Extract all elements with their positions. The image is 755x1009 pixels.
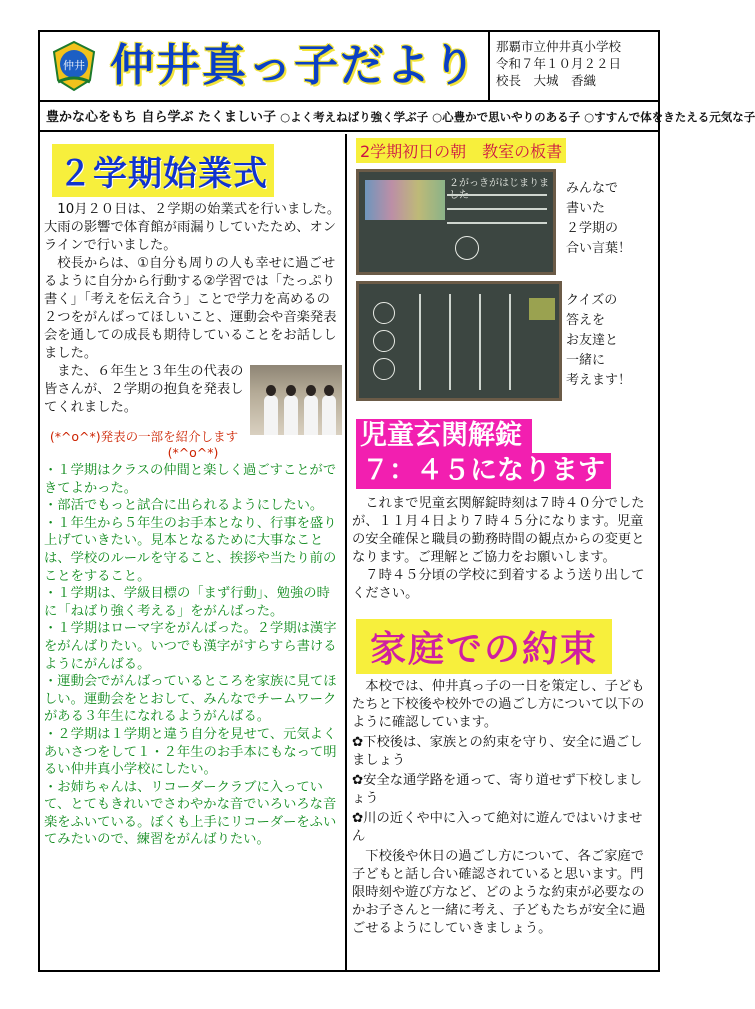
issue-date: 令和７年１０月２２日 xyxy=(496,56,622,71)
list-item: ・１学期は、学級目標の「まず行動」、勉強の時に「ねばり強く考える」をがんばった。 xyxy=(44,586,330,619)
column-divider xyxy=(345,134,347,970)
list-item: ・１学期はローマ字をがんばった。２学期は漢字をがんばりたい。いつでも漢字がすらすら書けるようにがんばる。 xyxy=(44,621,337,672)
family-rules-heading: 家庭での約束 xyxy=(356,619,612,674)
school-motto xyxy=(40,102,755,132)
opening-ceremony-heading: ２学期始業式 xyxy=(52,144,274,197)
family-intro: 本校では、仲井真っ子の一日を策定し、子どもたちと下校後や校外での過ごし方について以下のように確認しています。 xyxy=(352,679,645,730)
list-item: ・部活でもっと試合に出られるようにしたい。 xyxy=(44,498,324,514)
board1-caption-line: 書いた xyxy=(566,201,606,216)
school-emblem-logo xyxy=(50,40,98,92)
school-name: 那覇市立仲井真小学校 xyxy=(496,39,622,54)
entrance-paragraph-1: これまで児童玄関解錠時刻は７時４０分でしたが、１１月４日より７時４５分になります。児童の安全確保と職員の勤務時間の観点からの変更となります。ご理解とご協力をお願いします。 xyxy=(352,496,645,565)
representatives-block xyxy=(44,363,342,417)
rule-item: ✿安全な通学路を通って、寄り道せず下校しましょう xyxy=(352,773,643,806)
principal-name: 校長 大城 香織 xyxy=(496,73,597,88)
motto-goals: ○よく考えねばり強く学ぶ子 ○心豊かで思いやりのある子 ○すすんで体をきたえる元気な子 xyxy=(280,110,755,124)
board2-caption-line: 答えを xyxy=(566,313,606,328)
board2-caption xyxy=(566,291,631,391)
board1-caption-line: 合い言葉！ xyxy=(566,241,632,256)
list-item: ・１年生から５年生のお手本となり、行事を盛り上げていきたい。見本となるために大事なことは、学校のルールを守ること、挨拶や当たり前のことをすること。 xyxy=(44,515,337,584)
newsletter-title: 仲井真っ子だより xyxy=(110,38,510,94)
entrance-paragraph-2: ７時４５分頃の学校に到着するよう送り出してください。 xyxy=(352,568,645,601)
list-item: ・２学期は１学期と違う自分を見せて、元気よくあいさつをして１・２年生のお手本にもなって明るい仲井真小学校にしたい。 xyxy=(44,726,337,778)
blackboard-heading: 2学期初日の朝 教室の板書 xyxy=(356,138,566,163)
logo-text: 仲井 xyxy=(63,59,85,72)
ceremony-paragraph-1: 10月２０日は、２学期の始業式を行いました。大雨の影響で体育館が雨漏りしていたため、オンラインで行いました。 xyxy=(44,202,341,253)
header xyxy=(40,32,658,102)
board1-caption-line: ２学期の xyxy=(566,221,619,236)
motto-main: 豊かな心をもち 自ら学ぶ たくましい子 xyxy=(46,110,277,125)
student-comments-list xyxy=(44,462,342,849)
entrance-heading-line-1: 児童玄関解錠 xyxy=(356,419,532,453)
blackboard-row-2 xyxy=(352,283,654,401)
board2-caption-line: クイズの xyxy=(566,293,618,308)
blackboard-row-1 xyxy=(352,169,654,273)
header-divider xyxy=(488,32,490,100)
list-item: ・お姉ちゃんは、リコーダークラブに入っていて、とてもきれいでさわやかな音でいろいろな音楽をふいている。ぼくも上手にリコーダーをふいてみたいので、練習をがんばりたい。 xyxy=(44,779,337,848)
blackboard-photo-1 xyxy=(356,169,556,275)
school-info xyxy=(496,38,656,89)
newsletter-frame xyxy=(38,30,755,972)
board1-caption-line: みんなで xyxy=(566,181,619,196)
list-item: ・１学期はクラスの仲間と楽しく過ごすことができてよかった。 xyxy=(44,463,337,496)
board2-caption-line: 一緒に xyxy=(566,353,606,368)
rule-item: ✿下校後は、家族との約束を守り、安全に過ごしましょう xyxy=(352,735,643,768)
blackboard-photo-2 xyxy=(356,281,562,401)
rule-item: ✿川の近くや中に入って絶対に遊んではいけません xyxy=(352,811,643,844)
right-column xyxy=(352,136,654,938)
board2-caption-line: 考えます！ xyxy=(566,373,632,388)
students-photo xyxy=(250,365,342,435)
board1-caption xyxy=(566,179,631,259)
family-closing: 下校後や休日の過ごし方について、各ご家庭で子どもと話し合い確認されていると思います。門限時刻や遊び方など、どのような約束が必要なのかお子さんと一緒に考え、子どもたちが安全に過ごせるようにしていきましょう。 xyxy=(352,849,646,936)
list-item: ・運動会でがんばっているところを家族に見てほしい。運動会をとおして、みんなでチームワークがある３年生になれるようがんばる。 xyxy=(44,674,337,725)
announcement-intro: (*^o^*)発表の一部を紹介します(*^o^*) xyxy=(49,429,239,460)
board1-chalk-text: ２がっきがはじまりま xyxy=(449,178,549,189)
entrance-heading-line-2: ７：４５になります xyxy=(356,453,611,489)
board2-caption-line: お友達と xyxy=(566,333,619,348)
left-column xyxy=(44,136,342,849)
ceremony-paragraph-3: また、６年生と３年生の代表の皆さんが、２学期の抱負を発表してくれました。 xyxy=(44,364,244,415)
ceremony-paragraph-2: 校長からは、①自分も周りの人も幸せに過ごせるように自分から行動する②学習では「たっぷり書く」「考えを伝え合う」ことで学力を高めるの２つをがんばってほしいこと、運動会や音楽発表会を通しての成長も期待していることをお話ししました。 xyxy=(44,256,337,361)
